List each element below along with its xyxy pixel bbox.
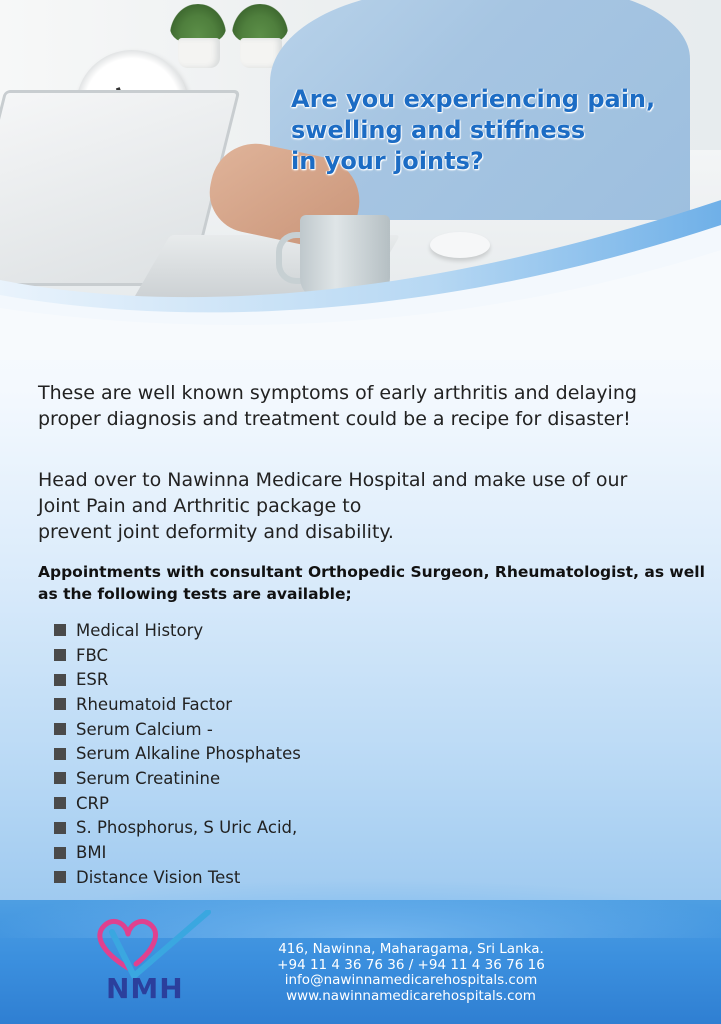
square-bullet-icon [54,649,66,661]
check-icon [112,912,208,976]
square-bullet-icon [54,822,66,834]
test-label: Serum Creatinine [76,768,221,788]
appointments-text: Appointments with consultant Orthopedic Surgeon, Rheumatologist, as well as the following tests are available; [38,563,705,603]
package-paragraph [38,467,698,545]
email-link[interactable]: info@nawinnamedicarehospitals.com [284,972,538,988]
wave-divider [0,190,721,360]
square-bullet-icon [54,797,66,809]
test-label: Medical History [76,620,204,640]
test-label: BMI [76,843,107,863]
list-item [54,766,301,791]
list-item [54,618,301,643]
square-bullet-icon [54,674,66,686]
contact-block [246,942,576,1004]
test-label: ESR [76,670,109,690]
phone-text: +94 11 4 36 76 36 / +94 11 4 36 76 16 [277,956,545,973]
test-label: FBC [76,645,109,665]
square-bullet-icon [54,624,66,636]
square-bullet-icon [54,772,66,784]
list-item [54,667,301,692]
list-item [54,717,301,742]
headline-line: in your joints? [291,147,484,175]
list-item [54,643,301,668]
website-link[interactable]: www.nawinnamedicarehospitals.com [286,987,536,1004]
square-bullet-icon [54,698,66,710]
plant-pot [178,38,220,68]
headline-line: Are you experiencing pain, [291,85,656,113]
square-bullet-icon [54,723,66,735]
tests-list [54,618,301,890]
package-line: Joint Pain and Arthritic package to [38,495,362,517]
list-item [54,840,301,865]
address-text: 416, Nawinna, Maharagama, Sri Lanka. [278,941,544,957]
list-item [54,791,301,816]
test-label: Rheumatoid Factor [76,694,233,714]
test-label: Serum Alkaline Phosphates [76,744,301,764]
list-item [54,816,301,841]
intro-paragraph: These are well known symptoms of early arthritis and delaying proper diagnosis and treatment could be a recipe for disaster! [38,382,637,430]
list-item [54,741,301,766]
list-item [54,692,301,717]
test-label: S. Phosphorus, S Uric Acid, [76,818,298,838]
square-bullet-icon [54,847,66,859]
headline-line: swelling and stiffness [291,116,586,144]
test-label: Serum Calcium - [76,719,213,739]
headline [291,84,711,177]
package-line: prevent joint deformity and disability. [38,521,394,543]
package-line: Head over to Nawinna Medicare Hospital and make use of our [38,469,628,491]
logo-text: NMH [106,972,184,1005]
square-bullet-icon [54,748,66,760]
test-label: CRP [76,793,109,813]
